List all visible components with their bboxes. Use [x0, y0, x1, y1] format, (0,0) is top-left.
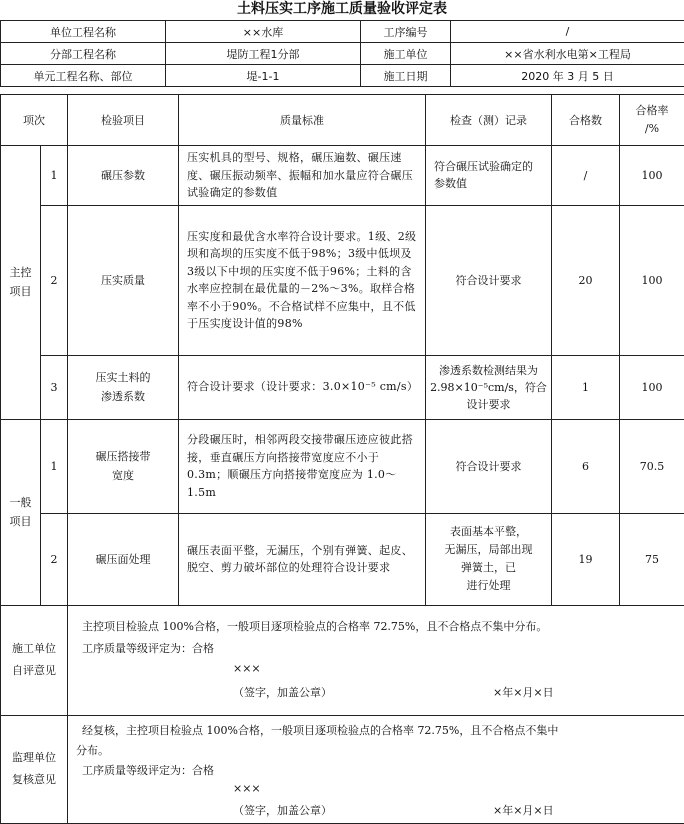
- row-no: 2: [41, 205, 68, 355]
- row-record: 符合碾压试验确定的参数值: [426, 146, 552, 206]
- main-control-section-label: [1, 146, 41, 420]
- row-record: [426, 513, 552, 605]
- row-record-line3: 弹簧土，已: [430, 559, 547, 577]
- table-row: [1, 419, 684, 513]
- row-standard: 分段碾压时，相邻两段交接带碾压迹应彼此搭接，垂直碾压方向搭接带宽度应不小于 0.3m；顺碾压方向搭接带宽度应为 1.0～1.5m: [179, 419, 426, 513]
- supervisor-opinion-label: [1, 715, 68, 823]
- construction-date-label: 施工日期: [361, 65, 451, 87]
- row-standard: 压实度和最优含水率符合设计要求。1级、2级坝和高坝的压实度不低于98%；3级中低坝及3级以下中坝的压实度不低于96%；土料的含水率应控制在最优量的－2%～3%。取样合格率不小于90%。不合格试样不应集中，且不低于压实度设计值的98%: [179, 205, 426, 355]
- contractor-opinion-row: [1, 605, 684, 715]
- row-record-line1: 表面基本平整，: [430, 523, 547, 541]
- supervisor-signer: ×××: [233, 782, 261, 795]
- unit-project-name-label: 单位工程名称: [1, 21, 166, 43]
- contractor-opinion-label-line1: 施工单位: [5, 638, 63, 660]
- row-rate: 100: [620, 146, 684, 206]
- main-control-label-line2: 项目: [5, 282, 36, 301]
- table-row: [1, 146, 684, 206]
- supervisor-opinion-label-line1: 监理单位: [5, 747, 63, 769]
- row-qualified: 19: [552, 513, 620, 605]
- row-standard: 压实机具的型号、规格，碾压遍数、碾压速度、碾压振动频率、振幅和加水量应符合碾压试验确定的参数值: [179, 146, 426, 206]
- col-record: 检查（测）记录: [426, 95, 552, 146]
- contractor-sign-date: ×年×月×日: [493, 684, 554, 700]
- row-item-line2: 宽度: [72, 466, 174, 485]
- row-record-line2: 无漏压，局部出现: [430, 541, 547, 559]
- contractor-opinion-label: [1, 605, 68, 715]
- main-control-label-line1: 主控: [5, 263, 36, 282]
- contractor-name: ××省水利水电第×工程局: [451, 43, 684, 65]
- supervisor-opinion-label-line2: 复核意见: [5, 769, 63, 791]
- contractor-opinion-content: [68, 605, 684, 715]
- row-standard: 符合设计要求（设计要求：3.0×10⁻⁵ cm/s）: [179, 355, 426, 419]
- row-item: [68, 419, 179, 513]
- general-section-label: [1, 419, 41, 605]
- row-rate: 70.5: [620, 419, 684, 513]
- supervisor-opinion-text-line1: 经复核，主控项目检验点 100%合格，一般项目逐项检验点的合格率 72.75%，且不合格点不集中: [82, 722, 558, 738]
- row-record-line4: 进行处理: [430, 577, 547, 595]
- row-rate: 100: [620, 205, 684, 355]
- row-qualified: 1: [552, 355, 620, 419]
- row-no: 3: [41, 355, 68, 419]
- supervisor-opinion-row: [1, 715, 684, 823]
- supervisor-opinion-text-line2: 分布。: [76, 742, 109, 758]
- row-item-line2: 渗透系数: [72, 387, 174, 406]
- contractor-opinion-text: 主控项目检验点 100%合格，一般项目逐项检验点的合格率 72.75%，且不合格点不集中分布。: [82, 618, 547, 634]
- supervisor-sign-date: ×年×月×日: [493, 802, 554, 818]
- process-no-label: 工序编号: [361, 21, 451, 43]
- col-pass-rate: [620, 95, 684, 146]
- row-qualified: 6: [552, 419, 620, 513]
- row-record: 渗透系数检测结果为 2.98×10⁻⁵cm/s，符合设计要求: [426, 355, 552, 419]
- inspection-table: [0, 94, 684, 824]
- row-rate: 100: [620, 355, 684, 419]
- row-no: 1: [41, 146, 68, 206]
- row-item: 压实质量: [68, 205, 179, 355]
- table-row: [1, 205, 684, 355]
- contractor-sign-note: （签字，加盖公章）: [233, 684, 332, 700]
- row-record: 符合设计要求: [426, 205, 552, 355]
- col-inspection-item: 检验项目: [68, 95, 179, 146]
- row-qualified: 20: [552, 205, 620, 355]
- row-item: 碾压参数: [68, 146, 179, 206]
- header-row-1: [1, 21, 684, 43]
- contractor-opinion-grade: 工序质量等级评定为：合格: [82, 640, 214, 656]
- col-pass-rate-line2: /%: [624, 120, 680, 138]
- header-row-3: [1, 65, 684, 87]
- contractor-signer: ×××: [233, 662, 261, 675]
- contractor-label: 施工单位: [361, 43, 451, 65]
- row-item-line1: 压实土料的: [72, 368, 174, 387]
- element-project-label: 单元工程名称、部位: [1, 65, 166, 87]
- row-record: 符合设计要求: [426, 419, 552, 513]
- row-no: 1: [41, 419, 68, 513]
- supervisor-opinion-grade: 工序质量等级评定为：合格: [82, 762, 214, 778]
- row-no: 2: [41, 513, 68, 605]
- table-row: [1, 513, 684, 605]
- table-row: [1, 355, 684, 419]
- process-no: /: [451, 21, 684, 43]
- supervisor-sign-note: （签字，加盖公章）: [233, 802, 332, 818]
- form-title: 土料压实工序施工质量验收评定表: [0, 0, 684, 20]
- row-rate: 75: [620, 513, 684, 605]
- header-table: [0, 20, 684, 87]
- unit-project-name: ××水库: [166, 21, 361, 43]
- row-item: [68, 355, 179, 419]
- construction-date: 2020 年 3 月 5 日: [451, 65, 684, 87]
- element-project: 堤-1-1: [166, 65, 361, 87]
- col-qualified-count: 合格数: [552, 95, 620, 146]
- general-label-line1: 一般: [5, 493, 36, 512]
- header-row-2: [1, 43, 684, 65]
- row-qualified: /: [552, 146, 620, 206]
- row-item-line1: 碾压搭接带: [72, 447, 174, 466]
- row-standard: 碾压表面平整，无漏压，个别有弹簧、起皮、脱空、剪力破坏部位的处理符合设计要求: [179, 513, 426, 605]
- row-item: 碾压面处理: [68, 513, 179, 605]
- col-quality-standard: 质量标准: [179, 95, 426, 146]
- col-pass-rate-line1: 合格率: [624, 102, 680, 120]
- column-header-row: [1, 95, 684, 146]
- sub-project-name-label: 分部工程名称: [1, 43, 166, 65]
- col-item-order: 项次: [1, 95, 68, 146]
- contractor-opinion-label-line2: 自评意见: [5, 660, 63, 682]
- sub-project-name: 堤防工程1分部: [166, 43, 361, 65]
- supervisor-opinion-content: [68, 715, 684, 823]
- general-label-line2: 项目: [5, 512, 36, 531]
